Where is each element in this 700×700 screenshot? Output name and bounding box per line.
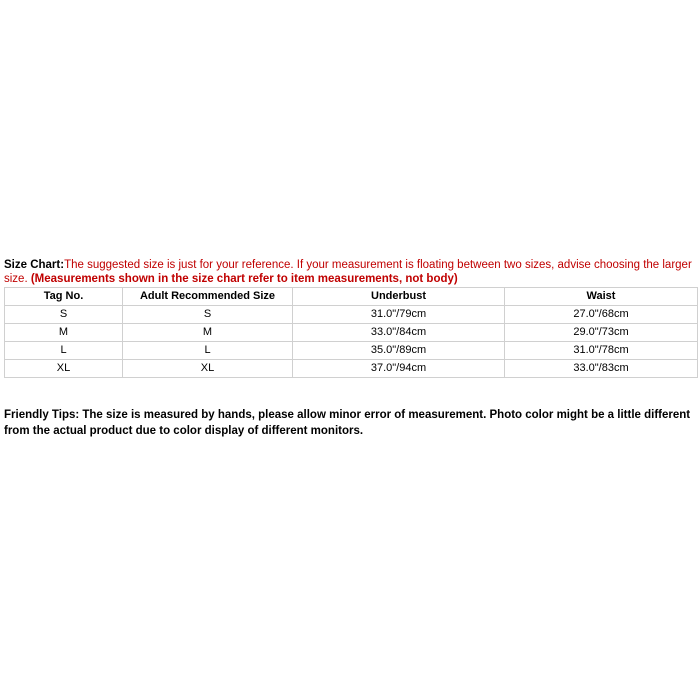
cell-adult-size: L <box>123 342 293 360</box>
header-adult-recommended-size: Adult Recommended Size <box>123 288 293 306</box>
table-header-row <box>5 288 698 306</box>
size-chart-label: Size Chart: <box>4 259 65 271</box>
cell-tag-no: L <box>5 342 123 360</box>
cell-underbust: 33.0"/84cm <box>293 324 505 342</box>
cell-underbust: 37.0"/94cm <box>293 360 505 378</box>
header-waist: Waist <box>505 288 698 306</box>
header-underbust: Underbust <box>293 288 505 306</box>
size-chart-measurement-note: (Measurements shown in the size chart refer to item measurements, not body) <box>30 272 458 285</box>
cell-waist: 33.0"/83cm <box>505 360 698 378</box>
cell-tag-no: XL <box>5 360 123 378</box>
cell-tag-no: S <box>5 306 123 324</box>
header-tag-no: Tag No. <box>5 288 123 306</box>
size-chart-note: The suggested size is just for your reference. If your measurement is floating between two sizes, advise choosing the larger size. <box>4 259 692 285</box>
size-chart-table <box>4 287 698 378</box>
cell-tag-no: M <box>5 324 123 342</box>
friendly-tips: Friendly Tips: The size is measured by hands, please allow minor error of measurement. Photo color might be a little different from the actual product due to color display of different monitors. <box>4 409 691 437</box>
size-chart-intro <box>4 259 692 286</box>
table-row <box>5 306 698 324</box>
cell-waist: 27.0"/68cm <box>505 306 698 324</box>
cell-underbust: 35.0"/89cm <box>293 342 505 360</box>
cell-waist: 29.0"/73cm <box>505 324 698 342</box>
cell-adult-size: XL <box>123 360 293 378</box>
cell-waist: 31.0"/78cm <box>505 342 698 360</box>
cell-adult-size: M <box>123 324 293 342</box>
table-row <box>5 324 698 342</box>
table-row <box>5 342 698 360</box>
table-row <box>5 360 698 378</box>
cell-adult-size: S <box>123 306 293 324</box>
cell-underbust: 31.0"/79cm <box>293 306 505 324</box>
